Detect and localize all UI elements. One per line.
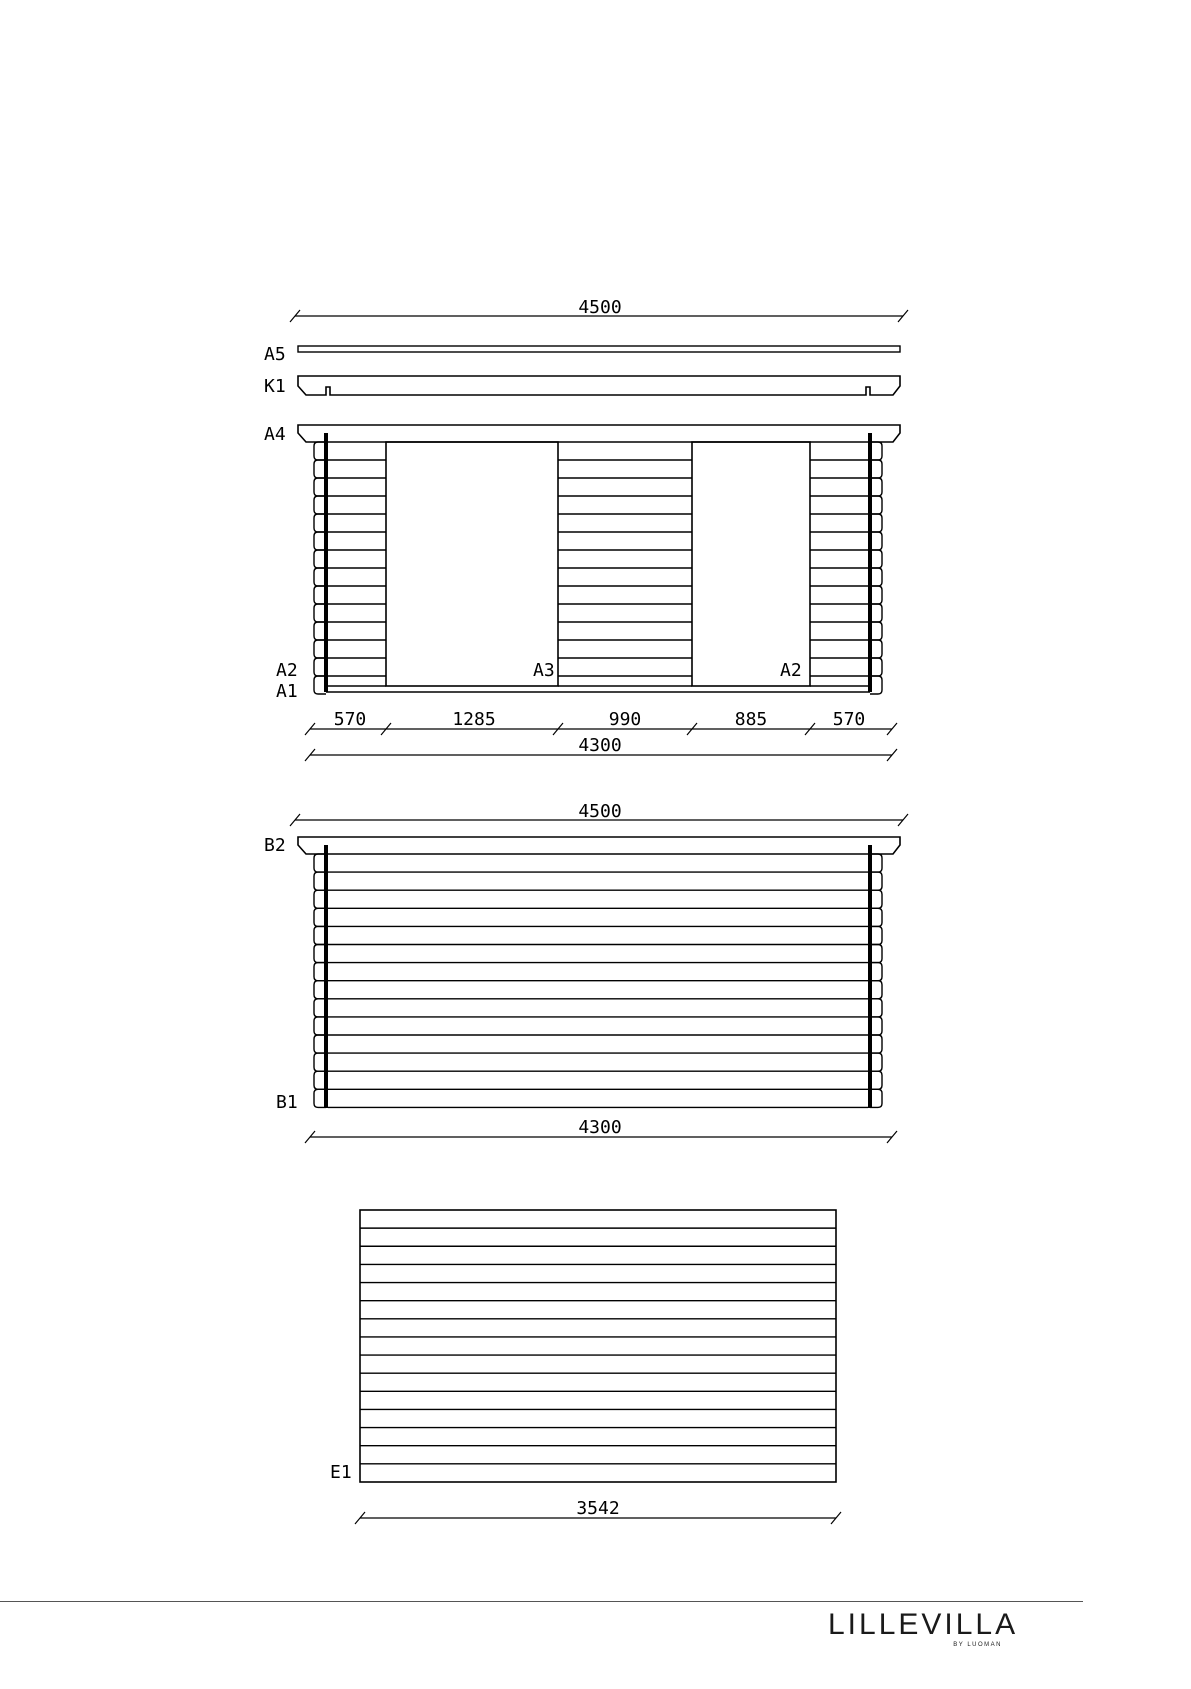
gable-bottom-dim: 3542	[576, 1498, 620, 1519]
label-k1: K1	[264, 376, 286, 397]
label-b1: B1	[276, 1092, 298, 1113]
gable-drawing	[355, 1210, 841, 1524]
label-b2: B2	[264, 835, 286, 856]
brand-name: LILLEVILLA	[828, 1608, 1019, 1641]
label-a1: A1	[276, 681, 298, 702]
brand-subtitle: BY LUOMAN	[953, 1642, 1002, 1648]
k1-beam	[298, 376, 900, 395]
dim-segment-1: 570	[333, 709, 367, 730]
front-wall-drawing	[290, 310, 908, 694]
back-wall-drawing	[290, 814, 908, 1108]
label-a3: A3	[533, 660, 555, 681]
window-opening-a2	[692, 442, 810, 686]
a4-top-log	[298, 425, 900, 442]
label-e1: E1	[330, 1462, 352, 1483]
dim-segment-2: 1285	[452, 709, 496, 730]
dim-segment-5: 570	[832, 709, 866, 730]
dim-segment-3: 990	[608, 709, 642, 730]
b2-top-log	[298, 837, 900, 854]
footer-divider	[0, 1601, 1083, 1602]
back-overall-top-dim: 4500	[578, 801, 622, 822]
front-overall-top-dim: 4500	[578, 297, 622, 318]
a5-board	[298, 346, 900, 352]
door-opening-a3	[386, 442, 558, 686]
brand-logo	[828, 1608, 1019, 1648]
back-overall-bottom-dim: 4300	[578, 1117, 622, 1138]
front-overall-bottom-dim: 4300	[578, 735, 622, 756]
dim-segment-4: 885	[734, 709, 768, 730]
label-a5: A5	[264, 344, 286, 365]
label-a2-left: A2	[276, 660, 298, 681]
label-a4: A4	[264, 424, 286, 445]
label-a2-window: A2	[780, 660, 802, 681]
